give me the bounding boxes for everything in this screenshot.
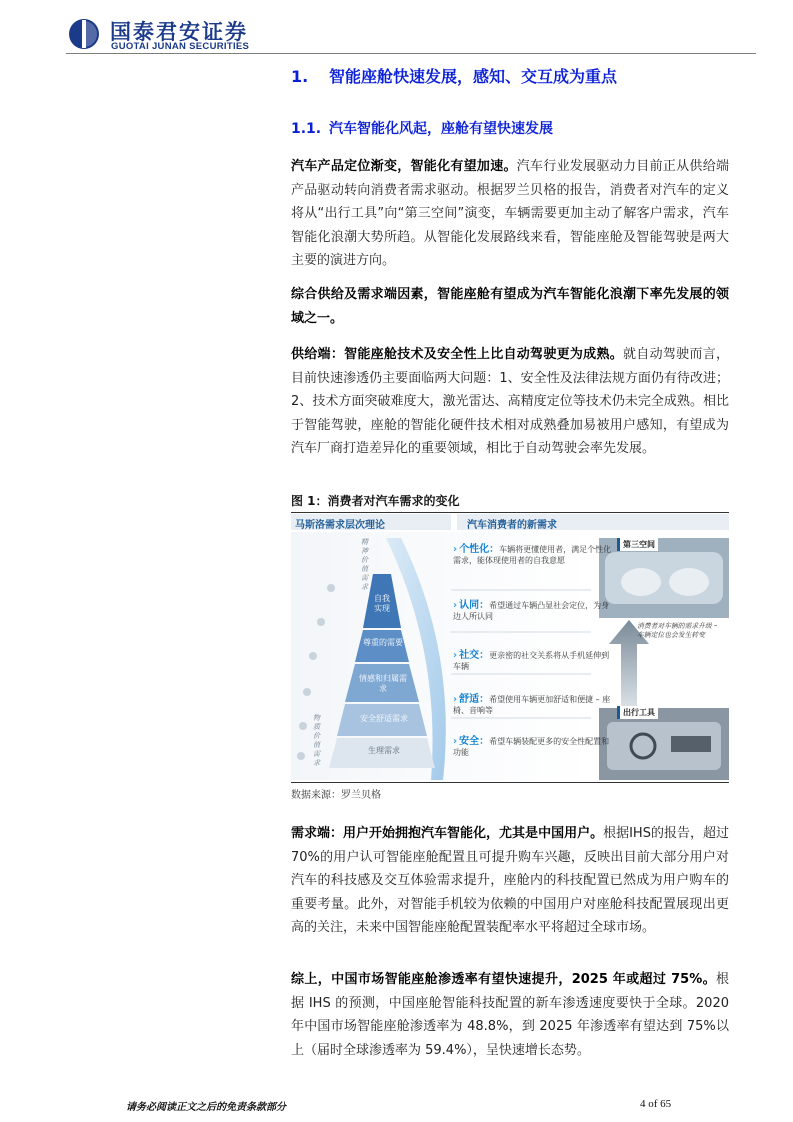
page-header <box>66 12 756 56</box>
pyramid-physiological: 生理需求 <box>368 746 400 755</box>
need-key: 安全： <box>459 736 490 747</box>
material-value-label: 物质价值需求 <box>313 714 320 767</box>
need-desc: 更亲密的社交关系将从手机延伸到车辆 <box>453 651 610 671</box>
need-key: 认同： <box>459 600 490 611</box>
paragraph-lead: 需求端：用户开始拥抱汽车智能化，尤其是中国用户。 <box>291 826 604 841</box>
third-space-label: 第三空间 <box>617 538 658 551</box>
paragraph-lead: 供给端：智能座舱技术及安全性上比自动驾驶更为成熟。 <box>291 347 624 362</box>
need-desc: 车辆将更懂使用者，满足个性化需求，能体现使用者的自我意愿 <box>453 545 612 565</box>
page-number: 4 of 65 <box>640 1098 672 1110</box>
paragraph-body: 根据IHS的报告，超过70%的用户认可智能座舱配置且可提升购车兴趣，反映出目前大部分用户对汽车的科技感及交互体验需求提升，座舱内的科技配置已然成为用户购车的重要考量。此外，对智能手机较为依赖的中国用户对座舱科技配置展现出更高的关注，未来中国智能座舱配置装配率水平将超过全球市场。 <box>291 826 729 935</box>
paragraph-2 <box>291 283 729 330</box>
figure-title: 图 1：消费者对汽车需求的变化 <box>291 494 460 508</box>
pyramid-self-actualization: 自我实现 <box>374 594 390 613</box>
paragraph-body: 根据 IHS 的预测，中国座舱智能科技配置的新车渗透速度要快于全球。2020 年中国市场智能座舱渗透率为 48.8%，到 2025 年渗透率有望达到 75%以上（届时全球渗透率为 59.4%），呈快速增长态势。 <box>291 972 729 1058</box>
section-title: 智能座舱快速发展，感知、交互成为重点 <box>329 67 618 86</box>
section-number: 1. <box>291 67 309 86</box>
header-divider <box>66 53 756 54</box>
need-recognition <box>453 600 613 622</box>
paragraph-3 <box>291 343 729 461</box>
need-comfort <box>453 694 613 716</box>
need-desc: 希望使用车辆更加舒适和便捷 – 座椅、音响等 <box>453 695 611 715</box>
pyramid-safety: 安全舒适需求 <box>360 714 408 723</box>
subsection-heading <box>291 118 553 138</box>
paragraph-lead: 汽车产品定位渐变，智能化有望加速。 <box>291 159 517 174</box>
chevron-right-icon: › <box>453 600 458 611</box>
need-key: 社交： <box>459 650 490 661</box>
chevron-right-icon: › <box>453 736 458 747</box>
company-name-cn: 国泰君安证券 <box>110 20 248 44</box>
paragraph-lead: 综上，中国市场智能座舱渗透率有望快速提升，2025 年或超过 75%。 <box>291 972 716 987</box>
need-social <box>453 650 613 672</box>
figure-bottom-rule <box>291 782 729 783</box>
paragraph-body: 就自动驾驶而言，目前快速渗透仍主要面临两大问题：1、安全性及法律法规方面仍有待改进；2、技术方面突破难度大，激光雷达、高精度定位等技术仍未完全成熟。相比于智能驾驶，座舱的智能化硬件技术相对成熟叠加易被用户感知，有望成为汽车厂商打造差异化的重要领域，相比于自动驾驶会率先发展。 <box>291 347 729 456</box>
need-desc: 希望通过车辆凸显社会定位，为身边人所认同 <box>453 601 610 621</box>
section-heading <box>291 64 617 87</box>
paragraph-4 <box>291 822 729 940</box>
need-desc: 希望车辆装配更多的安全性配置和功能 <box>453 737 610 757</box>
figure-top-rule <box>291 512 729 513</box>
travel-tool-label: 出行工具 <box>617 706 658 719</box>
figure-consumer-needs <box>291 514 729 780</box>
chevron-right-icon: › <box>453 544 458 555</box>
maslow-header: 马斯洛需求层次理论 <box>295 520 385 531</box>
paragraph-5 <box>291 968 729 1062</box>
footer-disclaimer: 请务必阅读正文之后的免责条款部分 <box>126 1102 286 1113</box>
subsection-number: 1.1. <box>291 121 322 137</box>
need-key: 个性化： <box>459 544 500 555</box>
upgrade-caption: 消费者对车辆的需求升级 – 车辆定位也会发生转变 <box>637 622 718 639</box>
paragraph-lead: 综合供给及需求端因素，智能座舱有望成为汽车智能化浪潮下率先发展的领域之一。 <box>291 287 729 326</box>
new-needs-header: 汽车消费者的新需求 <box>467 520 557 531</box>
subsection-title: 汽车智能化风起，座舱有望快速发展 <box>329 121 553 137</box>
paragraph-1 <box>291 155 729 273</box>
spiritual-value-label: 精神价值需求 <box>361 538 368 591</box>
pyramid-belonging: 情感和归属需求 <box>359 674 407 693</box>
pyramid-esteem: 尊重的需要 <box>363 638 403 647</box>
company-logo-icon <box>68 18 100 50</box>
need-safety <box>453 736 613 758</box>
need-key: 舒适： <box>459 694 490 705</box>
chevron-right-icon: › <box>453 694 458 705</box>
need-personalization <box>453 544 613 566</box>
figure-source: 数据来源：罗兰贝格 <box>291 790 381 801</box>
chevron-right-icon: › <box>453 650 458 661</box>
company-name-en: GUOTAI JUNAN SECURITIES <box>111 41 250 52</box>
paragraph-body: 汽车行业发展驱动力目前正从供给端产品驱动转向消费者需求驱动。根据罗兰贝格的报告，消费者对汽车的定义将从“出行工具”向“第三空间”演变，车辆需要更加主动了解客户需求，汽车智能化浪潮大势所趋。从智能化发展路线来看，智能座舱及智能驾驶是两大主要的演进方向。 <box>291 159 729 268</box>
